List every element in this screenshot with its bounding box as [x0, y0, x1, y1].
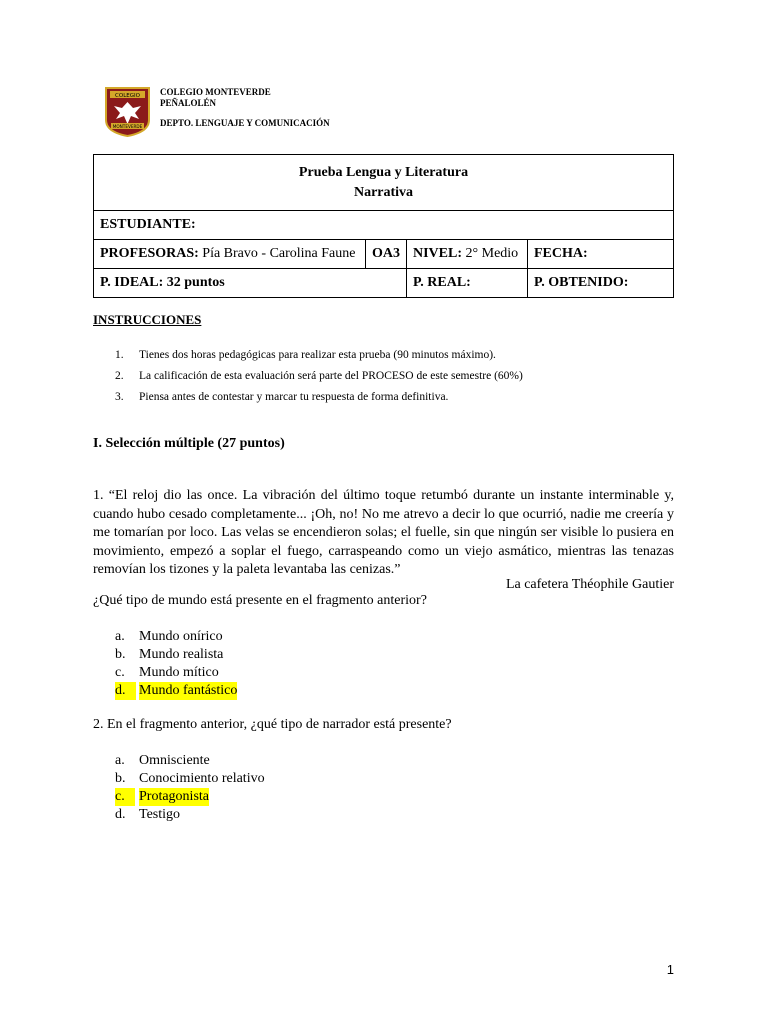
option-letter: d.: [115, 807, 126, 822]
real-score-field: P. REAL:: [407, 269, 528, 298]
teachers-label: PROFESORAS:: [100, 246, 199, 261]
instruction-text: Tienes dos horas pedagógicas para realizar esta prueba (90 minutos máximo).: [139, 349, 496, 361]
date-field: FECHA:: [528, 240, 674, 269]
instruction-text: Piensa antes de contestar y marcar tu respuesta de forma definitiva.: [139, 391, 449, 403]
logo-text-top: COLEGIO: [115, 93, 140, 99]
department-name: DEPTO. LENGUAJE Y COMUNICACIÓN: [160, 118, 330, 128]
school-location: PEÑALOLÉN: [160, 98, 217, 108]
school-logo: [104, 86, 151, 138]
instructions-title: INSTRUCCIONES: [93, 312, 202, 327]
passage-attribution: La cafetera Théophile Gautier: [505, 577, 674, 592]
exam-title: Prueba Lengua y Literatura: [298, 164, 469, 180]
option-letter: d.: [115, 682, 136, 700]
ideal-score: P. IDEAL: 32 puntos: [94, 269, 407, 298]
obtained-score-field: P. OBTENIDO:: [528, 269, 674, 298]
option-text: Protagonista: [139, 789, 209, 804]
oa-cell: OA3: [366, 240, 407, 269]
option-text: Mundo mítico: [139, 665, 219, 680]
level-cell: [407, 240, 528, 269]
option-text: Mundo onírico: [139, 629, 223, 644]
instruction-number: 2.: [115, 370, 124, 382]
option-text: Mundo realista: [139, 647, 224, 662]
logo-text-bottom: MONTEVERDE: [112, 124, 143, 129]
instruction-text: La calificación de esta evaluación será parte del PROCESO de este semestre (60%): [139, 370, 523, 382]
page-number: 1: [666, 962, 674, 977]
option-letter: a.: [115, 629, 125, 644]
instruction-number: 3.: [115, 391, 124, 403]
question-1-prompt: ¿Qué tipo de mundo está presente en el fragmento anterior?: [93, 593, 427, 608]
teachers-cell: [94, 240, 366, 269]
instruction-number: 1.: [115, 349, 124, 361]
option-text: Testigo: [139, 807, 181, 822]
option-letter: b.: [115, 647, 126, 662]
exam-header-table: [93, 154, 674, 298]
option-text: Mundo fantástico: [139, 683, 238, 698]
school-name: COLEGIO MONTEVERDE: [160, 87, 271, 97]
option-letter: c.: [115, 665, 125, 680]
level-value: 2° Medio: [465, 246, 519, 261]
option-letter: c.: [115, 788, 135, 806]
exam-title-cell: [94, 155, 674, 211]
question-1-passage: 1. “El reloj dio las once. La vibración del último toque retumbó durante un instante interminable y, cuando hubo cesado completamente... ¡Oh, no! No me atrevo a decir lo que ocurrió, nadie me creería y me tomarían por loco. Las velas se encendieron solas; el fuelle, sin que ningún ser visible lo pusiera en movimiento, empezó a soplar el fuego, carraspeando como un viejo asmático, mientras las tenazas removían los tizones y la paleta levantaba las cenizas.”: [93, 488, 674, 577]
section-title: I. Selección múltiple (27 puntos): [93, 436, 285, 451]
option-letter: a.: [115, 753, 125, 768]
option-letter: b.: [115, 771, 126, 786]
teachers-value: Pía Bravo - Carolina Faune: [202, 246, 356, 261]
level-label: NIVEL:: [413, 246, 463, 261]
student-field: ESTUDIANTE:: [94, 211, 674, 240]
exam-subtitle: Narrativa: [353, 184, 414, 200]
option-text: Conocimiento relativo: [139, 771, 265, 786]
option-text: Omnisciente: [139, 753, 210, 768]
question-2-prompt: 2. En el fragmento anterior, ¿qué tipo de narrador está presente?: [93, 717, 452, 732]
